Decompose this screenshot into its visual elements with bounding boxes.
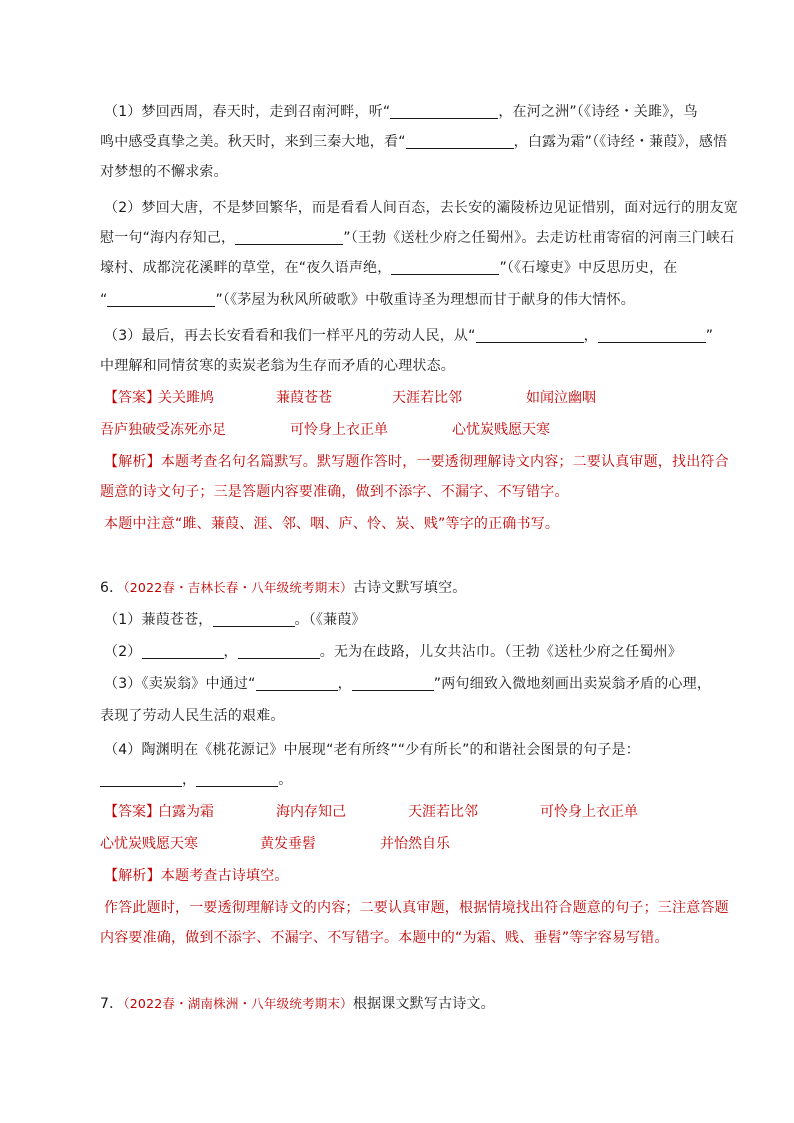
q6-sub4-line2: ， 。 [100, 770, 292, 790]
q-prev-p2-line1: （2）梦回大唐，不是梦回繁华，而是看看人间百态，去长安的灞陵桥边见证惜别，面对远行的朋友宽 [104, 200, 738, 216]
answer-item: 可怜身上衣正单 [290, 422, 388, 438]
answer-item: 蒹葭苍苍 [276, 390, 332, 406]
question-number: 6． [100, 580, 124, 596]
q6-sub1: （1）蒹葭苍苍， 。（《蒹葭》 [104, 612, 366, 628]
analysis-line3: 内容要准确，做到不添字、不漏字、不写错字。本题中的“为霜、贱、垂髫”等字容易写错。 [100, 930, 669, 946]
fill-blank[interactable] [196, 772, 278, 787]
fill-blank[interactable] [235, 230, 343, 245]
analysis-line2: 题意的诗文句子；三是答题内容要准确，做到不添字、不漏字、不写错字。 [100, 484, 569, 500]
q-prev-p1-line3: 对梦想的不懈求索。 [100, 164, 228, 180]
answer-item: 天涯若比邻 [392, 390, 462, 406]
q-prev-p1-line2: 鸣中感受真挚之美。秋天时，来到三秦大地，看“ ，白露为霜”（《诗经・蒹葭》，感悟 [100, 134, 728, 150]
fill-blank[interactable] [390, 104, 498, 119]
question-7-heading [100, 994, 495, 1014]
answer-label: 【答案】 [104, 390, 160, 406]
q6-sub2: （2） ， 。无为在歧路，儿女共沾巾。（王勃《送杜少府之任蜀州》 [104, 644, 682, 660]
analysis-label: 【解析】 [104, 454, 161, 470]
q6-sub4-line1: （4）陶渊明在《桃花源记》中展现“老有所终”“少有所长”的和谐社会图景的句子是： [104, 742, 640, 758]
q-prev-p2-line4: “ ”（《茅屋为秋风所破歌》中敬重诗圣为理想而甘于献身的伟大情怀。 [100, 292, 635, 308]
answer-item: 吾庐独破受冻死亦足 [100, 422, 226, 438]
fill-blank[interactable] [598, 328, 706, 343]
fill-blank[interactable] [352, 676, 434, 691]
answer-item: 海内存知己 [276, 804, 346, 820]
answer-label: 【答案】 [104, 804, 160, 820]
question-number: 7． [100, 996, 124, 1012]
answer-item: 并怡然自乐 [380, 836, 450, 852]
fill-blank[interactable] [238, 644, 320, 659]
q-prev-p3-line1: （3）最后，再去长安看看和我们一样平凡的劳动人民，从“ ， ” [104, 328, 714, 344]
question-source: （2022春・湖南株洲・八年级统考期末） [123, 996, 353, 1011]
question-title: 根据课文默写古诗文。 [352, 996, 495, 1012]
answer-item: 白露为霜 [158, 804, 214, 820]
fill-blank[interactable] [100, 772, 182, 787]
answer-item: 心忧炭贱愿天寒 [452, 422, 550, 438]
question-6-heading [100, 578, 466, 598]
analysis-line3: 本题中注意“雎、蒹葭、涯、邻、咽、庐、怜、炭、贱”等字的正确书写。 [104, 516, 560, 532]
question-title: 古诗文默写填空。 [352, 580, 467, 596]
answer-item: 关关雎鸠 [158, 390, 214, 406]
answer-item: 如闻泣幽咽 [526, 390, 596, 406]
q-prev-p2-line3: 壕村、成都浣花溪畔的草堂，在“夜久语声绝， ”（《石壕吏》中反思历史，在 [100, 260, 678, 276]
q-prev-p1-line1: （1）梦回西周，春天时，走到召南河畔，听“ ，在河之洲”（《诗经・关雎》，鸟 [104, 104, 698, 120]
fill-blank[interactable] [142, 644, 224, 659]
q-prev-p2-line2: 慰一句“海内存知己， ”（王勃《送杜少府之任蜀州》。去走访杜甫寄宿的河南三门峡石 [100, 230, 735, 246]
fill-blank[interactable] [406, 134, 514, 149]
q6-sub3-line2: 表现了劳动人民生活的艰难。 [100, 708, 285, 724]
q-prev-p3-line2: 中理解和同情贫寒的卖炭老翁为生存而矛盾的心理状态。 [100, 358, 455, 374]
analysis-line2: 作答此题时，一要透彻理解诗文的内容；二要认真审题，根据情境找出符合题意的句子；三注意答题 [104, 900, 729, 916]
answer-item: 心忧炭贱愿天寒 [100, 836, 198, 852]
fill-blank[interactable] [476, 328, 584, 343]
fill-blank[interactable] [213, 612, 295, 627]
analysis-line1: 【解析】本题考查名句名篇默写。默写题作答时，一要透彻理解诗文内容；二要认真审题，找出符合 [104, 454, 729, 470]
question-source: （2022春・吉林长春・八年级统考期末） [123, 580, 353, 595]
q6-sub3-line1: （3）《卖炭翁》中通过“ ， ”两句细致入微地刻画出卖炭翁矛盾的心理， [104, 676, 712, 692]
fill-blank[interactable] [107, 292, 215, 307]
answer-item: 天涯若比邻 [408, 804, 478, 820]
answer-item: 黄发垂髫 [260, 836, 316, 852]
analysis-line1: 【解析】本题考查古诗填空。 [104, 868, 289, 884]
answer-item: 可怜身上衣正单 [540, 804, 638, 820]
fill-blank[interactable] [256, 676, 338, 691]
fill-blank[interactable] [391, 260, 499, 275]
analysis-label: 【解析】 [104, 868, 161, 884]
